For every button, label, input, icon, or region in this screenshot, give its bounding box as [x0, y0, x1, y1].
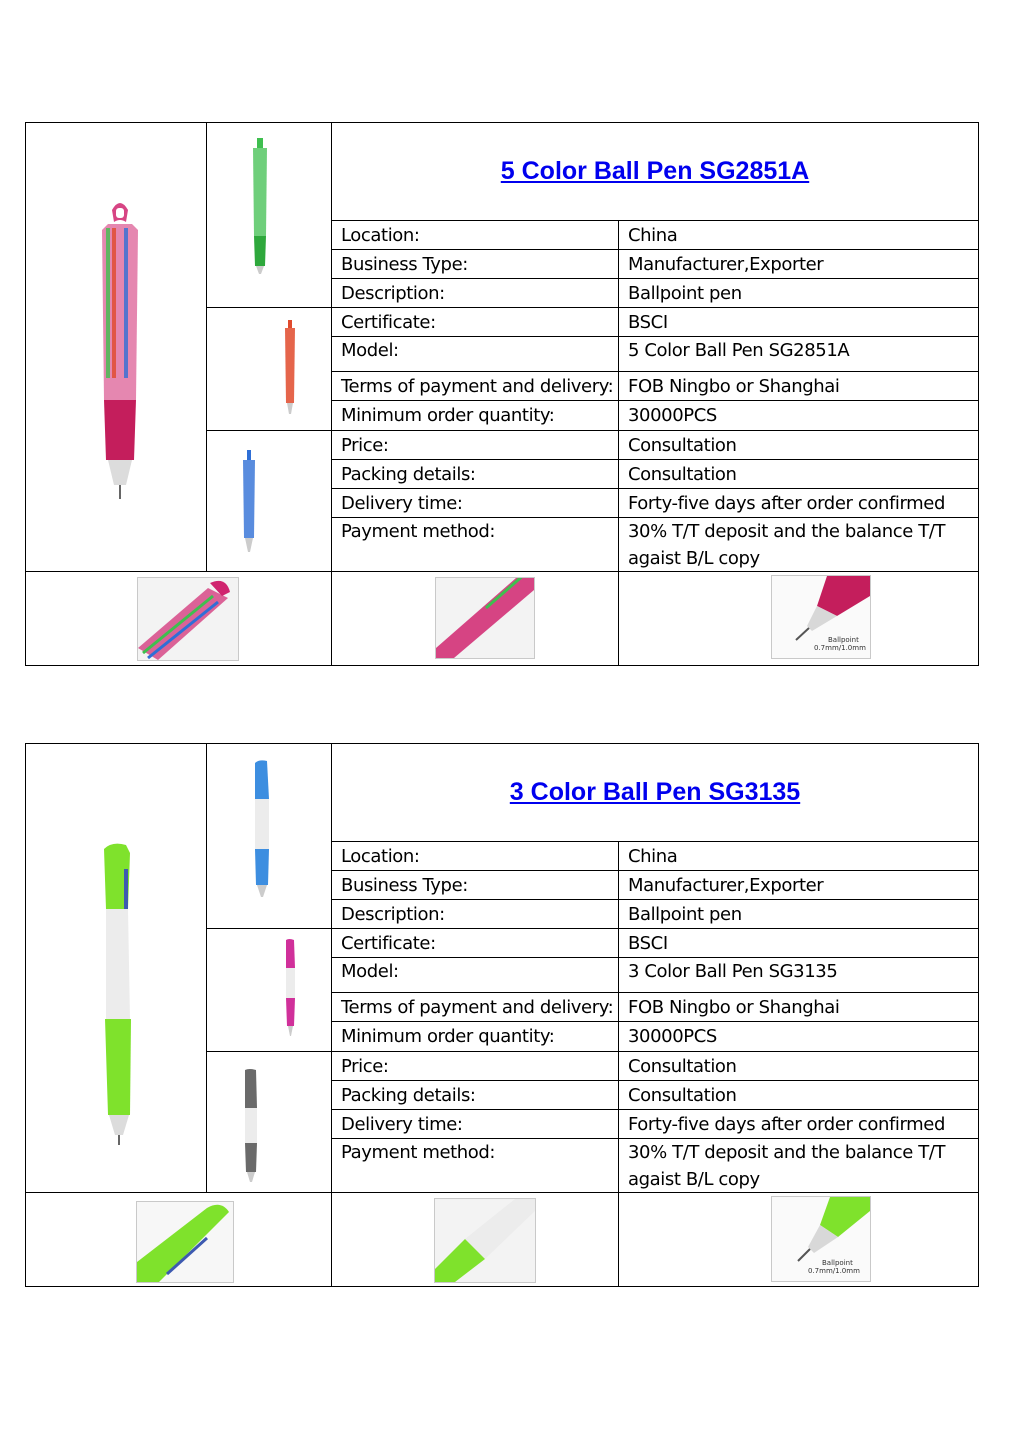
pen-magenta-image: [281, 938, 301, 1043]
spec-value: 30000PCS: [628, 1026, 717, 1047]
caption-line1: Ballpoint: [828, 636, 859, 644]
spec-label: Packing details:: [341, 464, 476, 485]
spec-value: Consultation: [628, 464, 737, 485]
spec-label: Description:: [341, 904, 445, 925]
spec-value: China: [628, 846, 678, 867]
caption-line1: Ballpoint: [822, 1259, 853, 1267]
caption-line2: 0.7mm/1.0mm: [808, 1267, 860, 1275]
spec-label: Model:: [341, 340, 399, 361]
product-block-1: [25, 122, 979, 666]
spec-label: Price:: [341, 1056, 389, 1077]
pen-main-image: [90, 200, 150, 505]
pen-green-image: [245, 136, 275, 281]
spec-label: Certificate:: [341, 312, 436, 333]
spec-label: Business Type:: [341, 254, 468, 275]
spec-label: Minimum order quantity:: [341, 405, 555, 426]
spec-value: Forty-five days after order confirmed: [628, 1114, 946, 1135]
pen-blue-image: [247, 759, 277, 904]
spec-label: Location:: [341, 225, 420, 246]
spec-value: Manufacturer,Exporter: [628, 254, 824, 275]
spec-value: Consultation: [628, 1056, 737, 1077]
spec-value: 30% T/T deposit and the balance T/T agaist B/L copy: [628, 521, 946, 569]
detail-tip-image: [771, 575, 871, 659]
product-title[interactable]: 3 Color Ball Pen SG3135: [509, 777, 801, 806]
spec-label: Price:: [341, 435, 389, 456]
spec-value: 30% T/T deposit and the balance T/T agaist B/L copy: [628, 1142, 946, 1190]
spec-label: Location:: [341, 846, 420, 867]
spec-label: Terms of payment and delivery:: [341, 997, 614, 1018]
spec-label: Payment method:: [341, 521, 496, 542]
detail-clip-image: [137, 577, 239, 661]
spec-label: Description:: [341, 283, 445, 304]
spec-label: Packing details:: [341, 1085, 476, 1106]
spec-label: Business Type:: [341, 875, 468, 896]
spec-value: 5 Color Ball Pen SG2851A: [628, 340, 850, 361]
spec-value: BSCI: [628, 312, 668, 333]
spec-value: Consultation: [628, 435, 737, 456]
spec-label: Delivery time:: [341, 493, 463, 514]
spec-value: Ballpoint pen: [628, 283, 742, 304]
spec-label: Minimum order quantity:: [341, 1026, 555, 1047]
spec-label: Payment method:: [341, 1142, 496, 1163]
spec-value: 3 Color Ball Pen SG3135: [628, 961, 838, 982]
spec-label: Certificate:: [341, 933, 436, 954]
spec-value: FOB Ningbo or Shanghai: [628, 376, 840, 397]
spec-value: BSCI: [628, 933, 668, 954]
spec-label: Delivery time:: [341, 1114, 463, 1135]
caption-line2: 0.7mm/1.0mm: [814, 644, 866, 652]
spec-value: Ballpoint pen: [628, 904, 742, 925]
pen-red-image: [280, 318, 300, 418]
spec-value: Consultation: [628, 1085, 737, 1106]
spec-value: 30000PCS: [628, 405, 717, 426]
spec-label: Model:: [341, 961, 399, 982]
detail-tip-image: [771, 1196, 871, 1282]
detail-clip-image: [136, 1201, 234, 1283]
pen-blue-image: [237, 448, 261, 558]
spec-value: China: [628, 225, 678, 246]
detail-grip-image: [434, 1198, 536, 1283]
product-title[interactable]: 5 Color Ball Pen SG2851A: [500, 156, 810, 185]
spec-label: Terms of payment and delivery:: [341, 376, 614, 397]
spec-value: FOB Ningbo or Shanghai: [628, 997, 840, 1018]
spec-value: Forty-five days after order confirmed: [628, 493, 946, 514]
spec-value: Manufacturer,Exporter: [628, 875, 824, 896]
detail-grip-image: [435, 577, 535, 659]
pen-main-image: [90, 839, 150, 1149]
pen-gray-image: [239, 1068, 263, 1188]
product-block-2: [25, 743, 979, 1287]
